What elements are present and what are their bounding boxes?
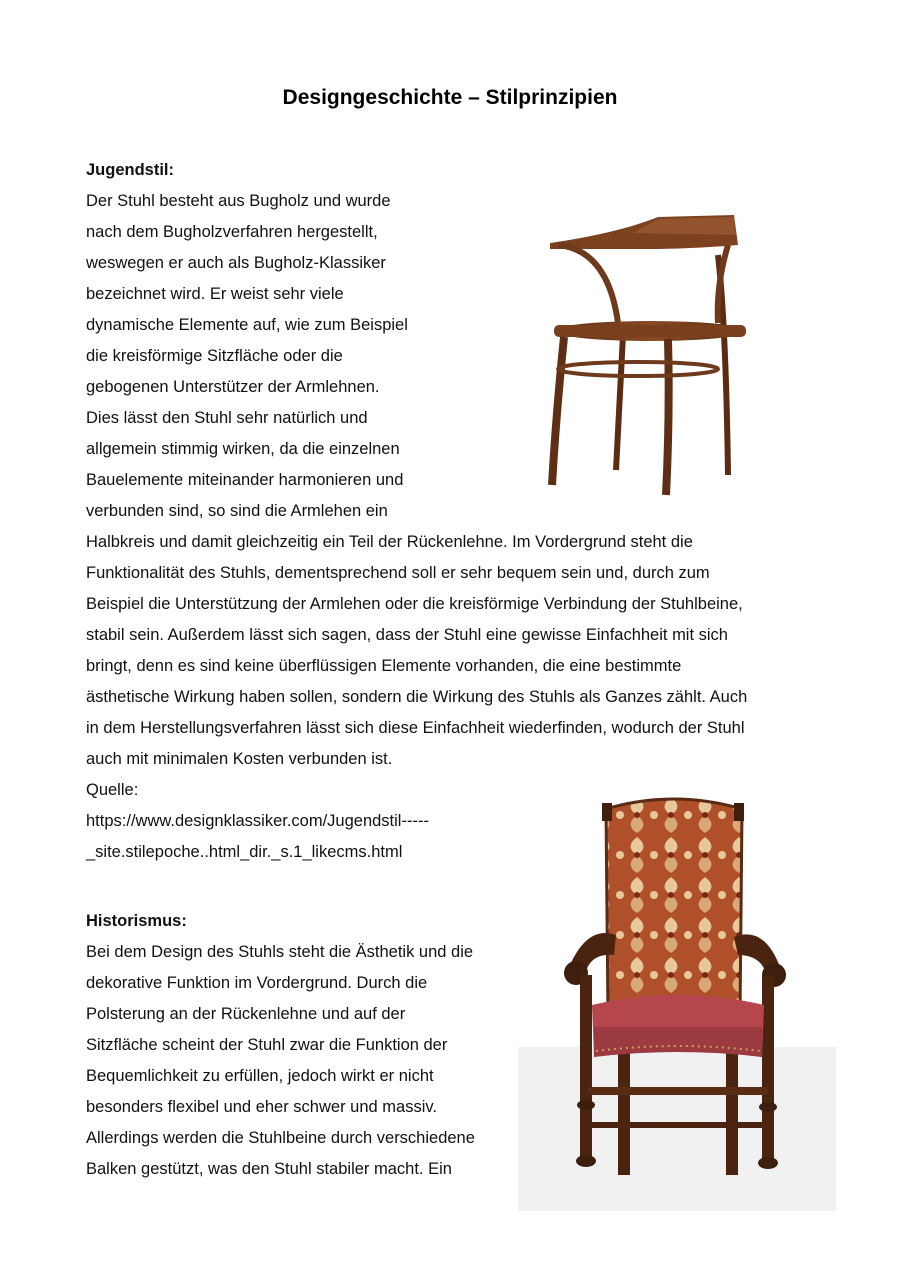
source-link[interactable]: _site.stilepoche..html_dir._s.1_likecms.html: [86, 843, 403, 861]
paragraph-line: Polsterung an der Rückenlehne und auf der: [86, 1005, 406, 1023]
paragraph-line: Bequemlichkeit zu erfüllen, jedoch wirkt er nicht: [86, 1067, 434, 1085]
paragraph-line: nach dem Bugholzverfahren hergestellt,: [86, 223, 378, 241]
paragraph-line: Bauelemente miteinander harmonieren und: [86, 471, 404, 489]
paragraph-line: Halbkreis und damit gleichzeitig ein Teil der Rückenlehne. Im Vordergrund steht die: [86, 533, 693, 551]
paragraph-line: dynamische Elemente auf, wie zum Beispiel: [86, 316, 408, 334]
paragraph-line: stabil sein. Außerdem lässt sich sagen, dass der Stuhl eine gewisse Einfachheit mit sich: [86, 626, 728, 644]
paragraph-line: Sitzfläche scheint der Stuhl zwar die Funktion der: [86, 1036, 448, 1054]
paragraph-line: Dies lässt den Stuhl sehr natürlich und: [86, 409, 368, 427]
bentwood-chair-image: [538, 205, 758, 505]
paragraph-line: verbunden sind, so sind die Armlehen ein: [86, 502, 388, 520]
section-historismus: [86, 906, 475, 1185]
historismus-armchair-image: [518, 795, 836, 1211]
paragraph-line: auch mit minimalen Kosten verbunden ist.: [86, 750, 393, 768]
paragraph-line: Der Stuhl besteht aus Bugholz und wurde: [86, 192, 391, 210]
paragraph-line: bezeichnet wird. Er weist sehr viele: [86, 285, 344, 303]
paragraph-line: ästhetische Wirkung haben sollen, sondern die Wirkung des Stuhls als Ganzes zählt. Auch: [86, 688, 748, 706]
paragraph-line: Allerdings werden die Stuhlbeine durch verschiedene: [86, 1129, 475, 1147]
paragraph-line: Balken gestützt, was den Stuhl stabiler macht. Ein: [86, 1160, 452, 1178]
paragraph-line: Beispiel die Unterstützung der Armlehen oder die kreisförmige Verbindung der Stuhlbeine,: [86, 595, 743, 613]
page-title: Designgeschichte – Stilprinzipien: [282, 86, 618, 109]
section-heading: Historismus:: [86, 912, 187, 930]
source-link[interactable]: https://www.designklassiker.com/Jugendstil-----: [86, 812, 429, 830]
paragraph-line: weswegen er auch als Bugholz-Klassiker: [86, 254, 386, 272]
source-label: Quelle:: [86, 781, 139, 799]
paragraph-line: in dem Herstellungsverfahren lässt sich diese Einfachheit wiederfinden, wodurch der Stuhl: [86, 719, 745, 737]
section-heading: Jugendstil:: [86, 161, 175, 179]
paragraph-line: dekorative Funktion im Vordergrund. Durch die: [86, 974, 428, 992]
paragraph-line: besonders flexibel und eher schwer und massiv.: [86, 1098, 437, 1116]
paragraph-line: bringt, denn es sind keine überflüssigen Elemente vorhanden, die eine bestimmte: [86, 657, 682, 675]
paragraph-line: Funktionalität des Stuhls, dementsprechend soll er sehr bequem sein und, durch zum: [86, 564, 710, 582]
paragraph-line: gebogenen Unterstützer der Armlehnen.: [86, 378, 380, 396]
paragraph-line: allgemein stimmig wirken, da die einzelnen: [86, 440, 400, 458]
paragraph-line: Bei dem Design des Stuhls steht die Ästhetik und die: [86, 943, 474, 961]
paragraph-line: die kreisförmige Sitzfläche oder die: [86, 347, 343, 365]
